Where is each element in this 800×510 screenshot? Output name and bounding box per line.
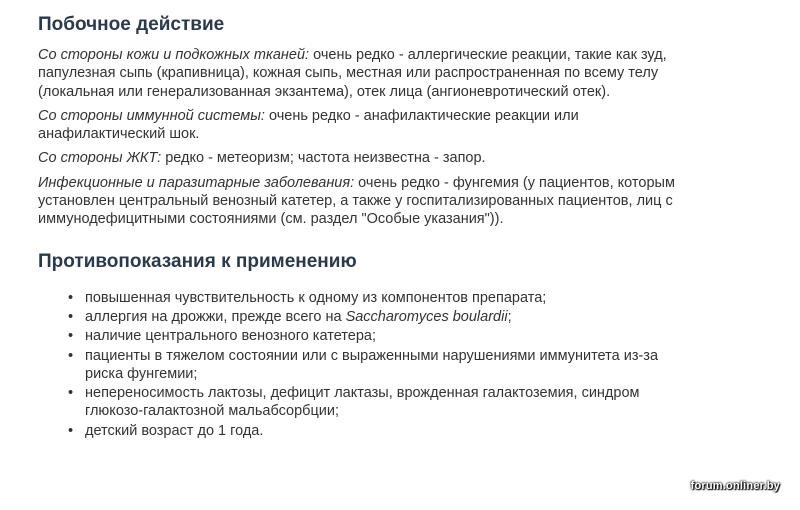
paragraph-text: очень редко - анафилактические реакции или анафилактический шок. xyxy=(38,107,579,143)
paragraph-lead: Со стороны ЖКТ: xyxy=(38,150,162,167)
bullet-icon: • xyxy=(68,328,74,345)
contraindications-list xyxy=(38,289,688,440)
list-item-text: аллергия на дрожжи, прежде всего на xyxy=(85,308,346,325)
list-item-text: наличие центрального венозного катетера; xyxy=(85,328,376,345)
side-effect-paragraph-gi xyxy=(38,149,688,167)
paragraph-text: очень редко - фунгемия (у пациентов, которым установлен центральный венозный катетер, а также у госпитализированных пациентов, лиц с иммунодефицитными состояниями (см. раздел "Особые указания")). xyxy=(38,174,675,228)
paragraph-lead: Со стороны иммунной системы: xyxy=(38,107,265,124)
bullet-icon: • xyxy=(68,347,74,364)
watermark: forum.onliner.by xyxy=(690,480,780,492)
list-item-text: детский возраст до 1 года. xyxy=(85,422,264,439)
list-item-text: повышенная чувствительность к одному из компонентов препарата; xyxy=(85,289,547,306)
list-item-text: непереносимость лактозы, дефицит лактазы, врожденная галактоземия, синдром глюкозо-галактозной мальабсорбции; xyxy=(85,385,640,420)
list-item xyxy=(68,327,688,345)
list-item xyxy=(68,289,688,307)
list-item-text-end: ; xyxy=(507,308,512,325)
bullet-icon: • xyxy=(68,422,74,439)
paragraph-text: редко - метеоризм; частота неизвестна - запор. xyxy=(161,150,486,167)
bullet-icon: • xyxy=(68,289,74,306)
contraindications-heading: Противопоказания к применению xyxy=(38,250,357,272)
paragraph-text: очень редко - аллергические реакции, такие как зуд, папулезная сыпь (крапивница), кожная сыпь, местная или распространенная по всему телу (локальная или генерализованная экзантема), отек лица (ангионевротический отек). xyxy=(38,47,667,100)
list-item xyxy=(68,384,688,421)
side-effect-paragraph-infections xyxy=(38,174,688,229)
paragraph-lead: Со стороны кожи и подкожных тканей: xyxy=(38,47,310,63)
list-item xyxy=(68,422,688,440)
side-effects-heading: Побочное действие xyxy=(38,14,225,35)
paragraph-lead: Инфекционные и паразитарные заболевания: xyxy=(38,174,355,191)
side-effect-paragraph-skin xyxy=(38,46,688,101)
species-name: Saccharomyces boulardii xyxy=(345,308,508,325)
side-effect-paragraph-immune xyxy=(38,107,688,144)
article-content xyxy=(38,12,688,441)
list-item xyxy=(68,308,688,326)
bullet-icon: • xyxy=(68,308,74,325)
list-item xyxy=(68,347,688,384)
bullet-icon: • xyxy=(68,385,74,402)
list-item-text: пациенты в тяжелом состоянии или с выраженными нарушениями иммунитета из-за риска фунгемии; xyxy=(85,347,659,382)
